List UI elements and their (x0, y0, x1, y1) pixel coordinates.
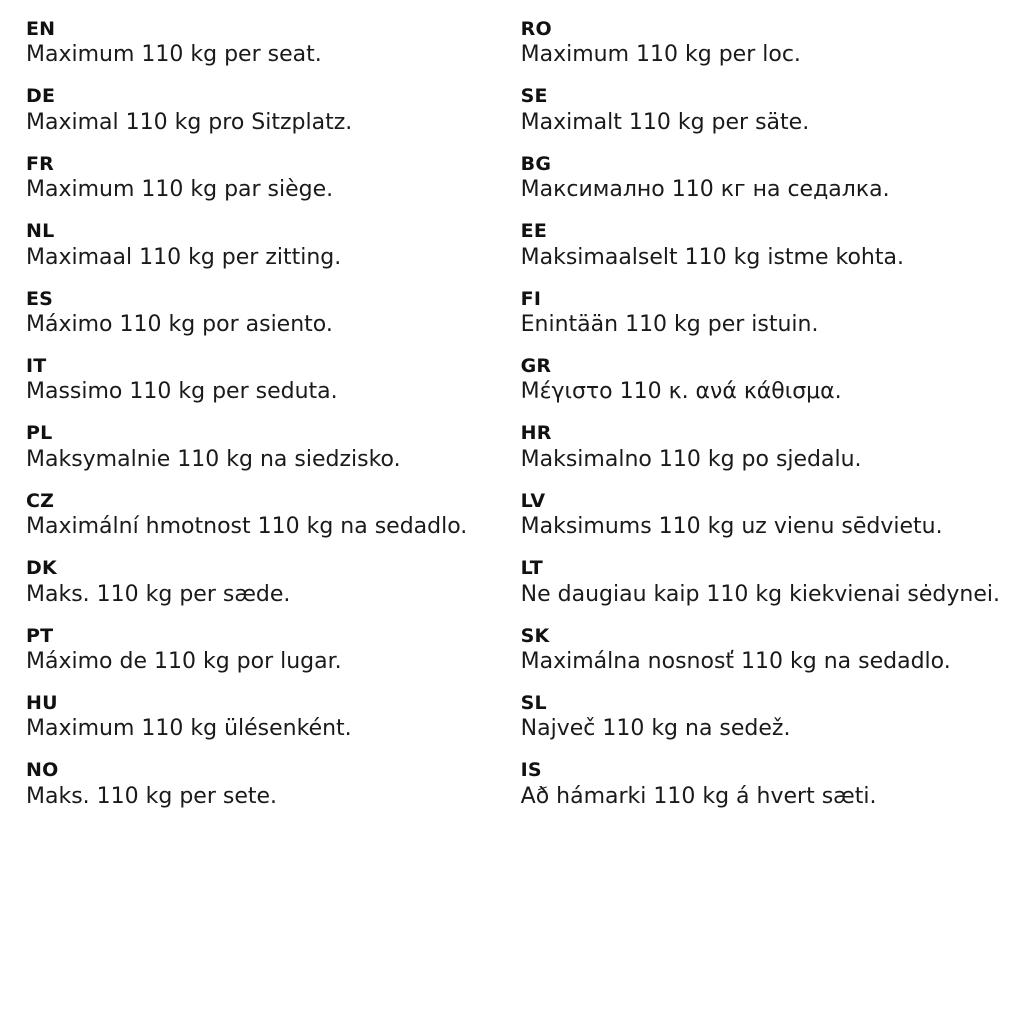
language-entry (26, 759, 475, 810)
language-text: Максимално 110 кг на седалка. (520, 177, 890, 203)
language-code: CZ (26, 489, 55, 512)
language-code: FI (520, 287, 542, 310)
language-entry (26, 422, 475, 473)
language-text: Maximální hmotnost 110 kg na sedadlo. (26, 514, 468, 540)
language-entry (26, 85, 475, 136)
language-text: Maksimalno 110 kg po sjedalu. (520, 446, 862, 472)
language-code: GR (520, 355, 552, 378)
language-code: PT (26, 624, 54, 647)
language-text: Μέγιστο 110 κ. ανά κάθισμα. (520, 379, 842, 405)
language-text: Maximum 110 kg per loc. (520, 42, 801, 68)
language-columns (26, 18, 1000, 1014)
language-entry (26, 18, 475, 69)
language-entry (521, 220, 1000, 271)
language-entry (26, 220, 475, 271)
language-text: Maksymalnie 110 kg na siedzisko. (26, 446, 401, 472)
language-code: DE (26, 85, 56, 108)
language-text: Maks. 110 kg per sæde. (26, 581, 291, 607)
language-text: Maksimaalselt 110 kg istme kohta. (520, 244, 904, 270)
language-code: DK (26, 557, 57, 580)
language-code: PL (26, 422, 53, 445)
language-text: Máximo de 110 kg por lugar. (26, 649, 342, 675)
language-text: Maximum 110 kg per seat. (26, 42, 322, 68)
language-entry (521, 153, 1000, 204)
language-text: Maximal 110 kg pro Sitzplatz. (26, 109, 353, 135)
language-entry (521, 288, 1000, 339)
language-text: Massimo 110 kg per seduta. (26, 379, 338, 405)
language-text: Maximaal 110 kg per zitting. (26, 244, 342, 270)
language-entry (26, 692, 475, 743)
language-text: Največ 110 kg na sedež. (520, 716, 791, 742)
language-text: Enintään 110 kg per istuin. (520, 312, 819, 338)
language-code: SL (520, 692, 547, 715)
language-entry (26, 625, 475, 676)
language-entry (521, 355, 1000, 406)
language-code: EN (26, 18, 56, 40)
left-column (26, 18, 505, 1014)
language-entry (26, 490, 475, 541)
language-text: Maximalt 110 kg per säte. (520, 109, 810, 135)
language-entry (521, 759, 1000, 810)
language-text: Að hámarki 110 kg á hvert sæti. (520, 783, 877, 809)
language-entry (26, 355, 475, 406)
language-entry (521, 625, 1000, 676)
language-entry (26, 288, 475, 339)
language-entry (26, 557, 475, 608)
language-entry (521, 85, 1000, 136)
language-entry (521, 422, 1000, 473)
language-code: ES (26, 287, 54, 310)
language-entry (26, 153, 475, 204)
language-text: Maks. 110 kg per sete. (26, 783, 278, 809)
language-entry (521, 557, 1000, 608)
language-code: SK (520, 624, 550, 647)
language-code: NL (26, 220, 55, 243)
language-code: NO (26, 759, 59, 782)
language-code: LV (520, 489, 546, 512)
language-text: Maximum 110 kg ülésenként. (26, 716, 352, 742)
language-code: BG (520, 152, 552, 175)
language-code: IT (26, 355, 47, 378)
language-code: HR (520, 422, 552, 445)
language-code: IS (520, 759, 542, 782)
language-entry (521, 18, 1000, 69)
language-entry (521, 692, 1000, 743)
language-text: Maximálna nosnosť 110 kg na sedadlo. (520, 649, 951, 675)
language-code: LT (520, 557, 543, 580)
language-code: SE (520, 85, 548, 108)
language-code: EE (520, 220, 547, 243)
right-column (505, 18, 1000, 1014)
language-entry (521, 490, 1000, 541)
language-code: FR (26, 152, 55, 175)
language-text: Maximum 110 kg par siège. (26, 177, 334, 203)
language-code: RO (520, 18, 552, 40)
language-text: Maksimums 110 kg uz vienu sēdvietu. (520, 514, 943, 540)
language-text: Ne daugiau kaip 110 kg kiekvienai sėdynei. (520, 581, 1000, 607)
language-text: Máximo 110 kg por asiento. (26, 312, 333, 338)
language-code: HU (26, 692, 58, 715)
